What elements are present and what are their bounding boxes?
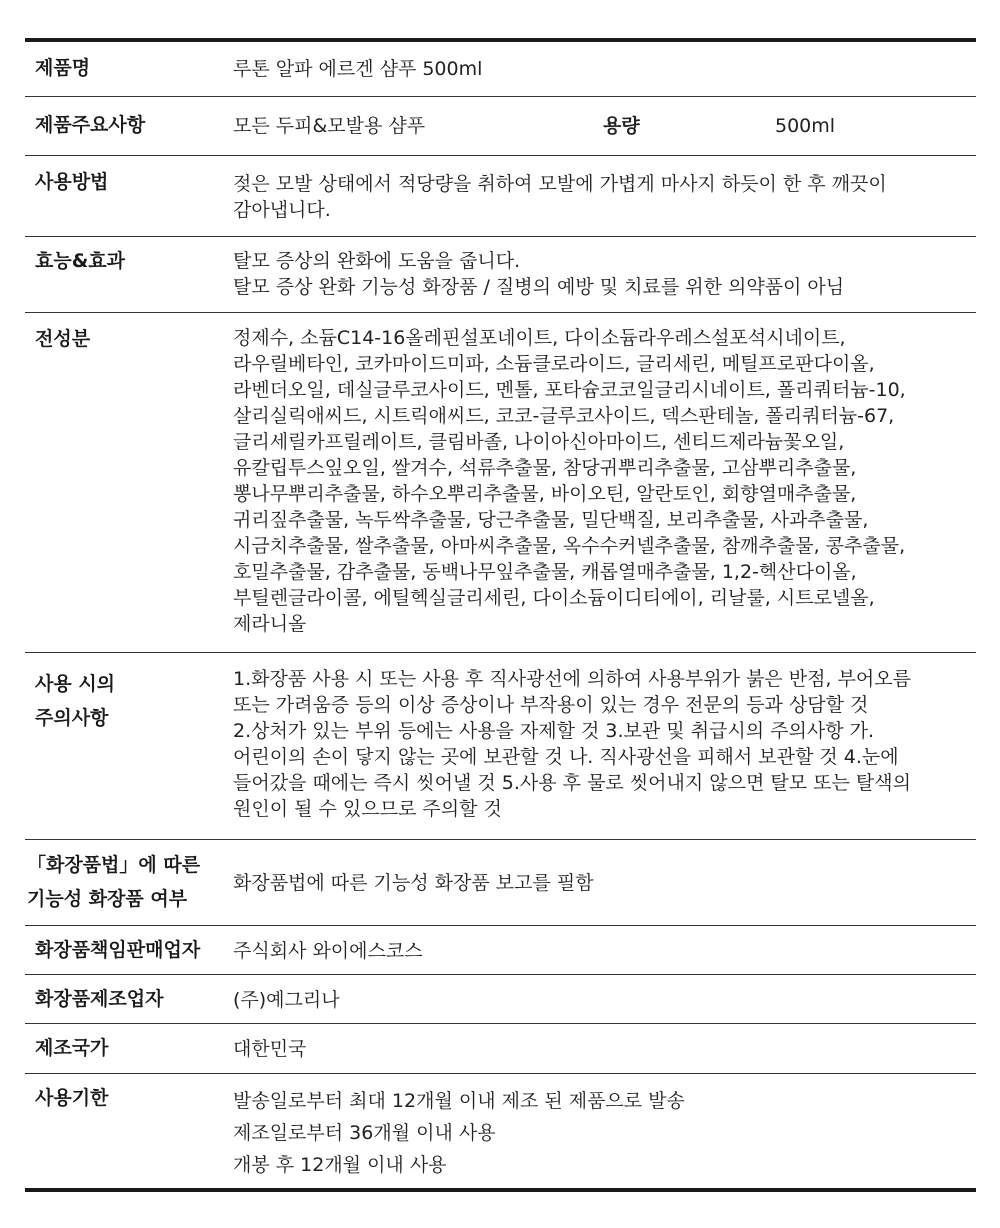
- value-maker: (주)예그리나: [233, 989, 340, 1011]
- label-seller: 화장품책임판매업자: [35, 939, 201, 961]
- ingredient-line: 글리세릴카프릴레이트, 클림바졸, 나이아신아마이드, 센티드제라늄꽃오일,: [233, 431, 845, 453]
- ingredient-line: 뽕나무뿌리추출물, 하수오뿌리추출물, 바이오틴, 알란토인, 회향열매추출물,: [233, 483, 857, 505]
- ingredient-line: 호밀추출물, 감추출물, 동백나무잎추출물, 캐롭열매추출물, 1,2-헥산다이올,: [233, 561, 857, 583]
- label-product-name: 제품명: [35, 57, 91, 79]
- row-caution: [25, 653, 976, 840]
- row-product-name: [25, 42, 976, 97]
- label-expiry: 사용기한: [35, 1087, 109, 1109]
- value-main-info: 모든 두피&모발용 샴푸: [233, 115, 426, 137]
- value-ingredients: [233, 313, 976, 652]
- label-country: 제조국가: [35, 1037, 109, 1059]
- label-caution: 사용 시의 주의사항: [35, 673, 116, 729]
- expiry-line: 발송일로부터 최대 12개월 이내 제조 된 제품으로 발송: [233, 1090, 685, 1112]
- value-caution: [233, 653, 976, 839]
- caution-line: 어린이의 손이 닿지 않는 곳에 보관할 것 나. 직사광선을 피해서 보관할 것 4.눈에: [233, 746, 899, 768]
- product-info-table: [25, 38, 976, 1192]
- caution-line: 또는 가려움증 등의 이상 증상이나 부작용이 있는 경우 전문의 등과 상담할 것: [233, 694, 869, 716]
- row-country: [25, 1024, 976, 1074]
- effect-line: 탈모 증상 완화 기능성 화장품 / 질병의 예방 및 치료를 위한 의약품이 아님: [233, 276, 845, 298]
- label-usage: 사용방법: [35, 171, 109, 193]
- ingredient-line: 살리실릭애씨드, 시트릭애씨드, 코코-글루코사이드, 덱스판테놀, 폴리쿼터늄-67,: [233, 405, 895, 427]
- caution-line: 1.화장품 사용 시 또는 사용 후 직사광선에 의하여 사용부위가 붉은 반점, 부어오름: [233, 668, 911, 690]
- row-effect: [25, 237, 976, 313]
- expiry-line: 제조일로부터 36개월 이내 사용: [233, 1122, 496, 1144]
- ingredient-line: 부틸렌글라이콜, 에틸헥실글리세린, 다이소듐이디티에이, 리날룰, 시트로넬올,: [233, 587, 875, 609]
- expiry-line: 개봉 후 12개월 이내 사용: [233, 1154, 447, 1176]
- row-main-info: [25, 97, 976, 156]
- label-main-info: 제품주요사항: [35, 114, 146, 136]
- row-seller: [25, 926, 976, 975]
- main-info-group: [233, 97, 976, 155]
- ingredient-line: 귀리짚추출물, 녹두싹추출물, 당근추출물, 밀단백질, 보리추출물, 사과추출물,: [233, 509, 869, 531]
- usage-line: 젖은 모발 상태에서 적당량을 취하여 모발에 가볍게 마사지 하듯이 한 후 깨끗이: [233, 173, 887, 195]
- ingredient-line: 유칼립투스잎오일, 쌀겨수, 석류추출물, 참당귀뿌리추출물, 고삼뿌리추출물,: [233, 457, 857, 479]
- label-functional-cosmetic: 「화장품법」에 따른 기능성 화장품 여부: [27, 854, 201, 910]
- ingredient-line: 시금치추출물, 쌀추출물, 아마씨추출물, 옥수수커넬추출물, 참깨추출물, 콩추출물,: [233, 535, 906, 557]
- ingredient-line: 라우릴베타인, 코카마이드미파, 소듐클로라이드, 글리세린, 메틸프로판다이올,: [233, 353, 875, 375]
- label-effect: 효능&효과: [35, 250, 125, 272]
- ingredient-line: 정제수, 소듐C14-16올레핀설포네이트, 다이소듐라우레스설포석시네이트,: [233, 327, 846, 349]
- row-functional-cosmetic: [25, 840, 976, 926]
- value-country: 대한민국: [233, 1038, 307, 1060]
- ingredient-line: 라벤더오일, 데실글루코사이드, 멘톨, 포타슘코코일글리시네이트, 폴리쿼터늄-10,: [233, 379, 906, 401]
- caution-line: 들어갔을 때에는 즉시 씻어낼 것 5.사용 후 물로 씻어내지 않으면 탈모 또는 탈색의: [233, 772, 911, 794]
- value-expiry: [233, 1074, 976, 1188]
- caution-line: 2.상처가 있는 부위 등에는 사용을 자제할 것 3.보관 및 취급시의 주의사항 가.: [233, 720, 874, 742]
- value-product-name: 루톤 알파 에르겐 샴푸 500ml: [233, 58, 483, 80]
- label-ingredients: 전성분: [35, 328, 91, 350]
- value-seller: 주식회사 와이에스코스: [233, 940, 423, 962]
- value-functional-cosmetic: 화장품법에 따른 기능성 화장품 보고를 필함: [233, 872, 594, 894]
- value-capacity: 500ml: [775, 115, 836, 137]
- row-ingredients: [25, 313, 976, 653]
- row-maker: [25, 975, 976, 1024]
- label-maker: 화장품제조업자: [35, 988, 164, 1010]
- caution-line: 원인이 될 수 있으므로 주의할 것: [233, 798, 502, 820]
- ingredient-line: 제라니올: [233, 613, 307, 635]
- value-effect: [233, 237, 976, 312]
- value-usage: [233, 156, 976, 236]
- label-capacity: 용량: [603, 115, 640, 137]
- usage-line: 감아냅니다.: [233, 199, 331, 221]
- effect-line: 탈모 증상의 완화에 도움을 줍니다.: [233, 250, 521, 272]
- row-usage: [25, 156, 976, 237]
- row-expiry: [25, 1074, 976, 1188]
